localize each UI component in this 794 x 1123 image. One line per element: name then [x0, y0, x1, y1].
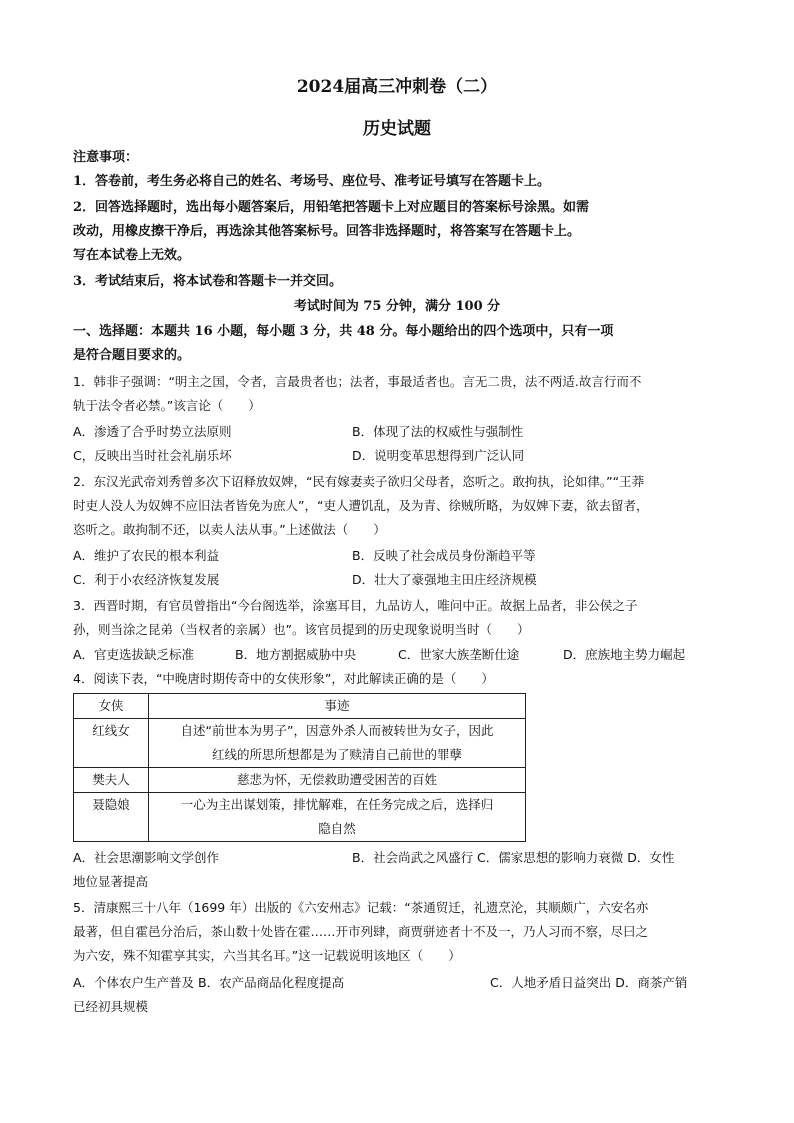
question-1-option-b: B．体现了法的权威性与强制性	[352, 424, 524, 439]
question-3-stem-line-2: 孙，则当涂之昆弟（当权者的亲属）也”。该官员提到的历史现象说明当时（ ）	[73, 622, 530, 637]
deed-line: 隐自然	[318, 821, 356, 836]
subject-title: 历史试题	[363, 119, 431, 139]
table-cell-name: 聂隐娘	[74, 793, 149, 842]
question-2-stem-line-1: 2．东汉光武帝刘秀曾多次下诏释放奴婢，“民有嫁妻卖子欲归父母者，恣听之。敢拘执，论如律。”“王莽	[73, 474, 645, 489]
table-header-heroine: 女侠	[74, 694, 149, 719]
question-1-stem-line-2: 轨于法令者必禁。”该言论（ ）	[73, 398, 261, 413]
table-header-deeds: 事迹	[149, 694, 526, 719]
exam-time: 考试时间为 75 分钟，满分 100 分	[293, 299, 501, 314]
question-5-options-cd: C．人地矛盾日益突出 D．商茶产销	[490, 975, 688, 990]
table-row	[74, 719, 526, 768]
question-5-stem-line-3: 为六安，殊不知霍享其实，六当其名耳。”这一记载说明该地区（ ）	[73, 948, 461, 963]
notice-item-2-line-1: 2．回答选择题时，选出每小题答案后，用铅笔把答题卡上对应题目的答案标号涂黑。如需	[73, 200, 590, 215]
notice-item-1: 1．答卷前，考生务必将自己的姓名、考场号、座位号、准考证号填写在答题卡上。	[73, 174, 551, 189]
section-1-line-2: 是符合题目要求的。	[73, 348, 191, 363]
question-2-option-a: A．维护了农民的根本利益	[73, 548, 220, 563]
question-2-option-c: C．利于小农经济恢复发展	[73, 572, 220, 587]
table-cell-deeds	[149, 793, 526, 842]
question-5-options-tail: 已经初具规模	[73, 999, 149, 1014]
question-1-option-a: A．渗透了合乎时势立法原则	[73, 424, 232, 439]
question-1-stem-line-1: 1．韩非子强调：“明主之国，令者，言最贵者也；法者，事最适者也。言无二贵，法不两适.故言行而不	[73, 374, 642, 389]
table-cell-deeds	[149, 768, 526, 793]
deed-line: 慈悲为怀，无偿救助遭受困苦的百姓	[236, 772, 437, 787]
question-4-options-bcd: B．社会尚武之风盛行 C．儒家思想的影响力衰微 D．女性	[352, 850, 675, 865]
table-header-row	[74, 694, 526, 719]
deed-line: 红线的所思所想都是为了赎清自己前世的罪孽	[211, 747, 462, 762]
question-3-option-c: C．世家大族垄断仕途	[398, 647, 520, 662]
question-1-option-d: D．说明变革思想得到广泛认同	[352, 448, 525, 463]
question-2-stem-line-2: 时吏人没人为奴婢不应旧法者皆免为庶人”，“吏人遭饥乱，及为青、徐贼所略，为奴婢下妻，欲去留者，	[73, 498, 649, 513]
question-5-stem-line-1: 5．清康熙三十八年（1699 年）出版的《六安州志》记载：“茶通贸迁，礼遗烹沦，其顺颇广，六安名亦	[73, 900, 649, 915]
deed-line: 一心为主出谋划策，排忧解难，在任务完成之后，选择归	[180, 797, 494, 812]
table-row	[74, 793, 526, 842]
question-4-stem: 4．阅读下表，“中晚唐时期传奇中的女侠形象”，对此解读正确的是（ ）	[73, 671, 494, 686]
exam-title: 2024届高三冲刺卷（二）	[296, 77, 498, 97]
notice-item-2-line-2: 改动，用橡皮擦干净后，再选涂其他答案标号。回答非选择题时，将答案写在答题卡上。	[73, 224, 581, 239]
question-2-stem-line-3: 恣听之。敢拘制不还，以卖人法从事。”上述做法（ ）	[73, 522, 386, 537]
question-5-options-ab: A．个体农户生产普及 B．农产品商品化程度提高	[73, 975, 345, 990]
table-cell-name: 红线女	[74, 719, 149, 768]
section-1-line-1: 一、选择题：本题共 16 小题，每小题 3 分，共 48 分。每小题给出的四个选项中，只有一项	[73, 324, 614, 339]
question-3-option-a: A．官吏选拔缺乏标准	[73, 647, 195, 662]
question-4-option-a: A．社会思潮影响文学创作	[73, 850, 220, 865]
notice-heading: 注意事项：	[73, 150, 139, 165]
notice-item-3: 3．考试结束后，将本试卷和答题卡一并交回。	[73, 274, 343, 289]
notice-item-2-line-3: 写在本试卷上无效。	[73, 248, 191, 263]
question-4-options-tail: 地位显著提高	[73, 874, 149, 889]
question-2-option-d: D．壮大了豪强地主田庄经济规模	[352, 572, 537, 587]
question-2-option-b: B．反映了社会成员身份渐趋平等	[352, 548, 536, 563]
question-3-option-d: D．庶族地主势力崛起	[563, 647, 686, 662]
question-1-option-c: C，反映出当时社会礼崩乐坏	[73, 448, 232, 463]
question-5-stem-line-2: 最著，但自霍邑分治后，茶山数十处皆在霍……开市列肆，商贾骈迹者十不及一，乃人习而不察，尽曰之	[73, 924, 649, 939]
deed-line: 自述“前世本为男子”，因意外杀人而被转世为女子，因此	[180, 723, 494, 738]
heroine-table	[73, 693, 526, 842]
question-3-option-b: B．地方割据威胁中央	[235, 647, 357, 662]
table-cell-name: 樊夫人	[74, 768, 149, 793]
question-3-stem-line-1: 3．西晋时期，有官员曾指出“今台阁选举，涂塞耳目，九品访人，唯问中正。故据上品者，非公侯之子	[73, 598, 638, 613]
table-row	[74, 768, 526, 793]
table-cell-deeds	[149, 719, 526, 768]
